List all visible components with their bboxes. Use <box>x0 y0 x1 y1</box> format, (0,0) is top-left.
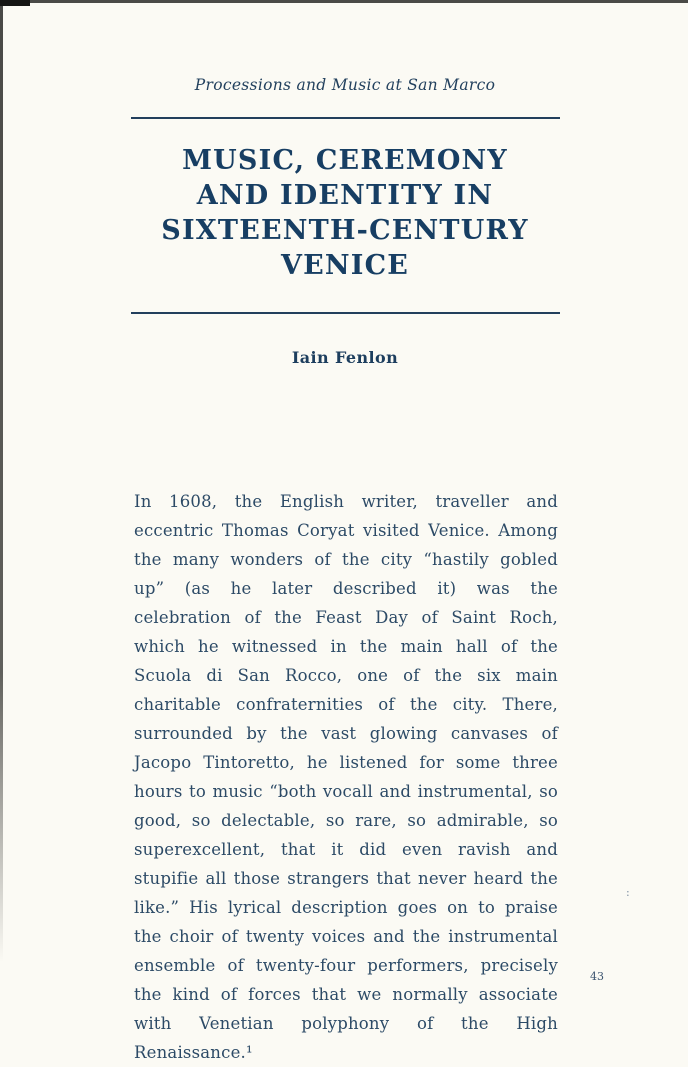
page-title <box>110 143 580 283</box>
running-head: Processions and Music at San Marco <box>194 76 496 94</box>
page-title-line-2: AND IDENTITY IN <box>196 180 494 211</box>
page-number: 43 <box>590 970 604 983</box>
scan-stray-mark: : <box>626 886 630 899</box>
divider-top <box>131 117 560 119</box>
scan-edge-top <box>28 0 688 3</box>
scan-edge-left <box>0 0 3 962</box>
page-title-line-1: MUSIC, CEREMONY <box>182 145 508 176</box>
page-title-line-3: SIXTEENTH-CENTURY <box>161 215 529 246</box>
body-paragraph: In 1608, the English writer, traveller and eccentric Thomas Coryat visited Venice. Among the many wonders of the city “hastily gobled up” (as he later described it) was the celebration of the Feast Day of Saint Roch, which he witnessed in the main hall of the Scuola di San Rocco, one of the six main charitable confraternities of the city. There, surrounded by the vast glowing canvases of Jacopo Tintoretto, he listened for some three hours to music “both vocall and instrumental, so good, so delectable, so rare, so admirable, so superexcellent, that it did even ravish and stupifie all those strangers that never heard the like.” His lyrical description goes on to praise the choir of twenty voices and the instrumental ensemble of twenty-four performers, precisely the kind of forces that we normally associate with Venetian polyphony of the High Renaissance.¹ <box>134 492 558 1062</box>
divider-bottom <box>131 312 560 314</box>
page-title-line-4: VENICE <box>280 250 410 281</box>
author-name: Iain Fenlon <box>291 348 399 367</box>
scan-edge-corner <box>0 0 30 6</box>
